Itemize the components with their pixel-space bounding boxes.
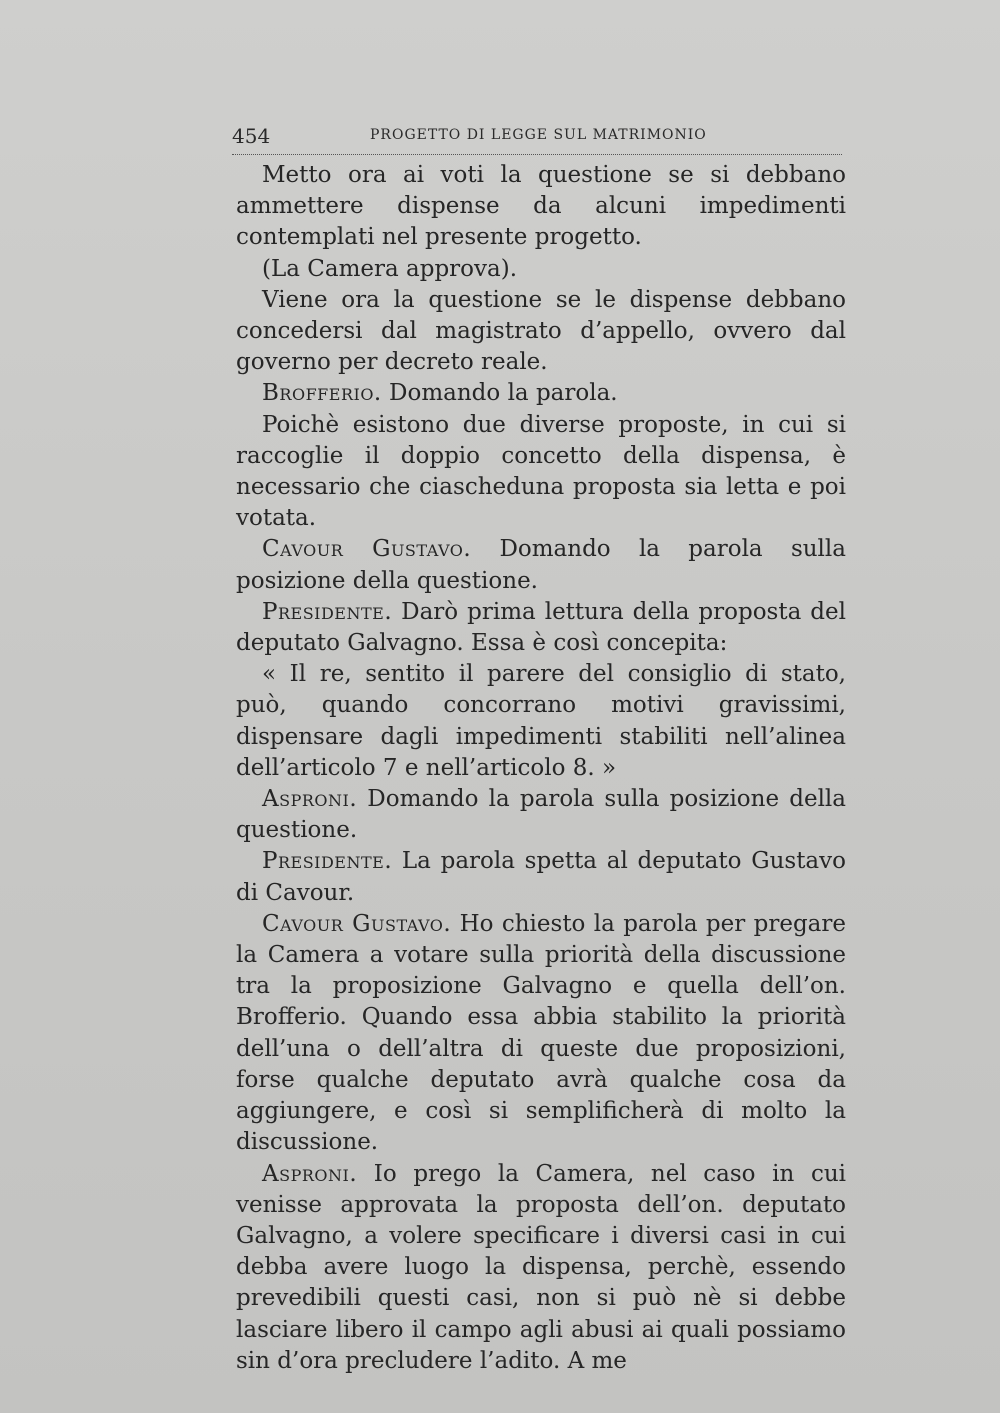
paragraph: [236, 160, 846, 254]
paragraph-text: La parola spetta al deputato Gustavo di Cavour.: [236, 848, 846, 906]
page-number: 454: [232, 124, 271, 148]
paragraph: [236, 597, 846, 659]
paragraph-text: (La Camera approva).: [262, 255, 518, 282]
paragraph-text: « Il re, sentito il parere del consiglio di stato, può, quando concorrano motivi gravissimi, dispensare dagli impedimenti stabiliti nell’alinea dell’articolo 7 e nell’articolo 8. »: [236, 661, 846, 781]
paragraph-text: Domando la parola.: [381, 380, 618, 407]
paragraph: [236, 909, 846, 1159]
speaker-name: Brofferio.: [262, 380, 382, 407]
speaker-name: Cavour Gustavo.: [262, 910, 452, 937]
speaker-name: Cavour Gustavo.: [262, 536, 472, 563]
paragraph-text: Domando la parola sulla posizione della questione.: [236, 786, 846, 844]
paragraph-text: Domando la parola sulla posizione della questione.: [236, 536, 846, 594]
paragraph-text: Poichè esistono due diverse proposte, in cui si raccoglie il doppio concetto della dispensa, è necessario che ciascheduna proposta sia letta e poi votata.: [236, 411, 846, 532]
page-header: [232, 114, 842, 155]
speaker-name: Asproni.: [262, 786, 358, 813]
paragraph-text: Ho chiesto la parola per pregare la Camera a votare sulla priorità della discussione tra la proposizione Galvagno e quella dell’on. Brofferio. Quando essa abbia stabilito la priorità dell’una o dell’altra di queste due proposizioni, forse qualche deputato avrà qualche cosa da aggiungere, e così si semplificherà di molto la discussione.: [236, 910, 846, 1156]
paragraph-text: Metto ora ai voti la questione se si debbano ammettere dispense da alcuni impedimenti contemplati nel presente progetto.: [236, 162, 846, 251]
paragraph: [236, 846, 846, 908]
speaker-name: Asproni.: [262, 1160, 358, 1187]
quoted-article: [236, 659, 846, 784]
running-title: PROGETTO DI LEGGE SUL MATRIMONIO: [370, 127, 707, 143]
paragraph-text: Io prego la Camera, nel caso in cui venisse approvata la proposta dell’on. deputato Galvagno, a volere specificare i diversi casi in cui debba avere luogo la dispensa, perchè, essendo prevedibili questi casi, non si può nè si debbe lasciare libero il campo agli abusi ai quali possiamo sin d’ora precludere l’adito. A me: [236, 1160, 846, 1374]
paragraph: [236, 254, 846, 285]
paragraph: [236, 534, 846, 596]
paragraph: [236, 378, 846, 409]
paragraph: [236, 784, 846, 846]
speaker-name: Presidente.: [262, 848, 393, 875]
paragraph: [236, 410, 846, 535]
speaker-name: Presidente.: [262, 598, 393, 625]
paragraph: [236, 285, 846, 379]
body-text: [236, 160, 846, 1377]
paragraph-text: Darò prima lettura della proposta del deputato Galvagno. Essa è così concepita:: [236, 598, 846, 657]
paragraph-text: Viene ora la questione se le dispense debbano concedersi dal magistrato d’appello, ovvero dal governo per decreto reale.: [236, 286, 846, 376]
paragraph: [236, 1159, 846, 1377]
